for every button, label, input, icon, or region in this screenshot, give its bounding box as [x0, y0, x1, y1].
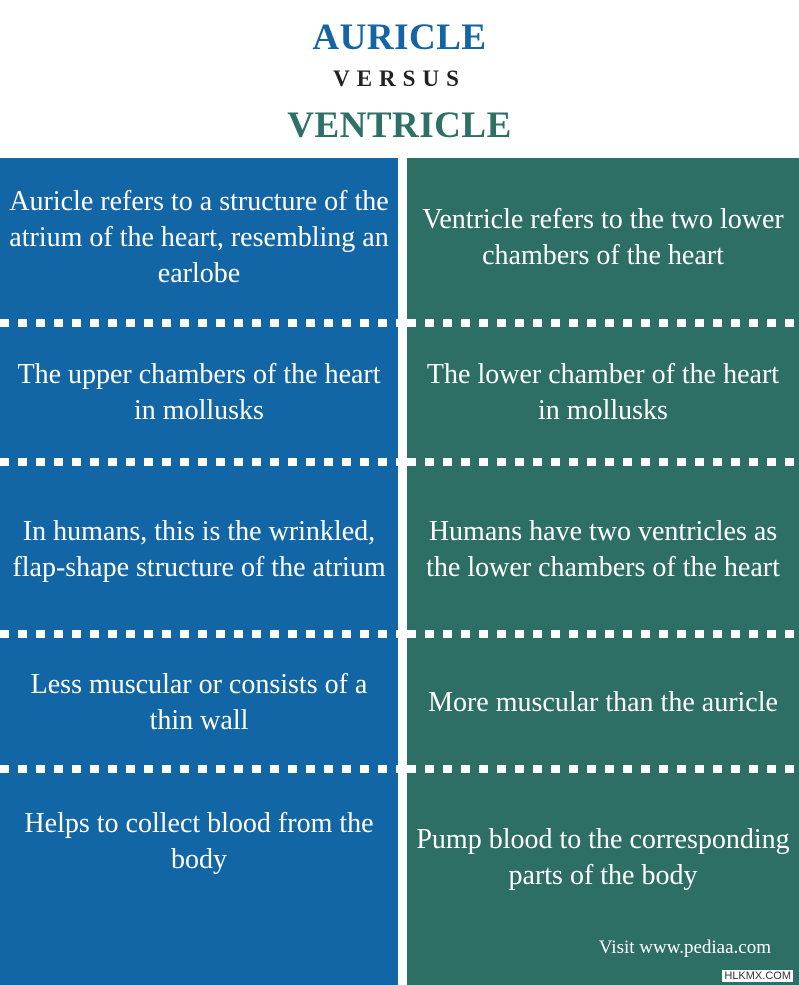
watermark: HLKMX.COM [724, 970, 791, 982]
ventricle-cell-3: Humans have two ventricles as the lower chambers of the heart [426, 516, 780, 583]
row-divider [407, 765, 799, 773]
comparison-header [0, 0, 799, 158]
row-divider [0, 765, 398, 773]
auricle-cell-4: Less muscular or consists of a thin wall [30, 669, 368, 736]
source-credit[interactable]: Visit www.pediaa.com [598, 937, 771, 958]
auricle-cell-5: Helps to collect blood from the body [24, 808, 374, 875]
ventricle-cell-1: Ventricle refers to the two lower chambers of the heart [422, 204, 784, 271]
auricle-column [0, 158, 398, 985]
row-divider [407, 319, 799, 327]
versus-label: VERSUS [333, 66, 466, 91]
row-divider [0, 458, 398, 466]
ventricle-cell-2: The lower chamber of the heart in mollusks [426, 359, 780, 426]
auricle-cell-1: Auricle refers to a structure of the atrium of the heart, resembling an earlobe [9, 186, 389, 289]
ventricle-column [407, 158, 799, 985]
auricle-cell-3: In humans, this is the wrinkled, flap-shape structure of the atrium [12, 516, 386, 583]
ventricle-cell-5: Pump blood to the corresponding parts of the body [416, 824, 790, 891]
title-auricle: AURICLE [312, 17, 487, 58]
row-divider [0, 319, 398, 327]
auricle-cell-2: The upper chambers of the heart in mollusks [17, 359, 381, 426]
ventricle-cell-4: More muscular than the auricle [428, 687, 778, 718]
row-divider [0, 630, 398, 638]
row-divider [407, 630, 799, 638]
row-divider [407, 458, 799, 466]
title-ventricle: VENTRICLE [287, 105, 512, 146]
